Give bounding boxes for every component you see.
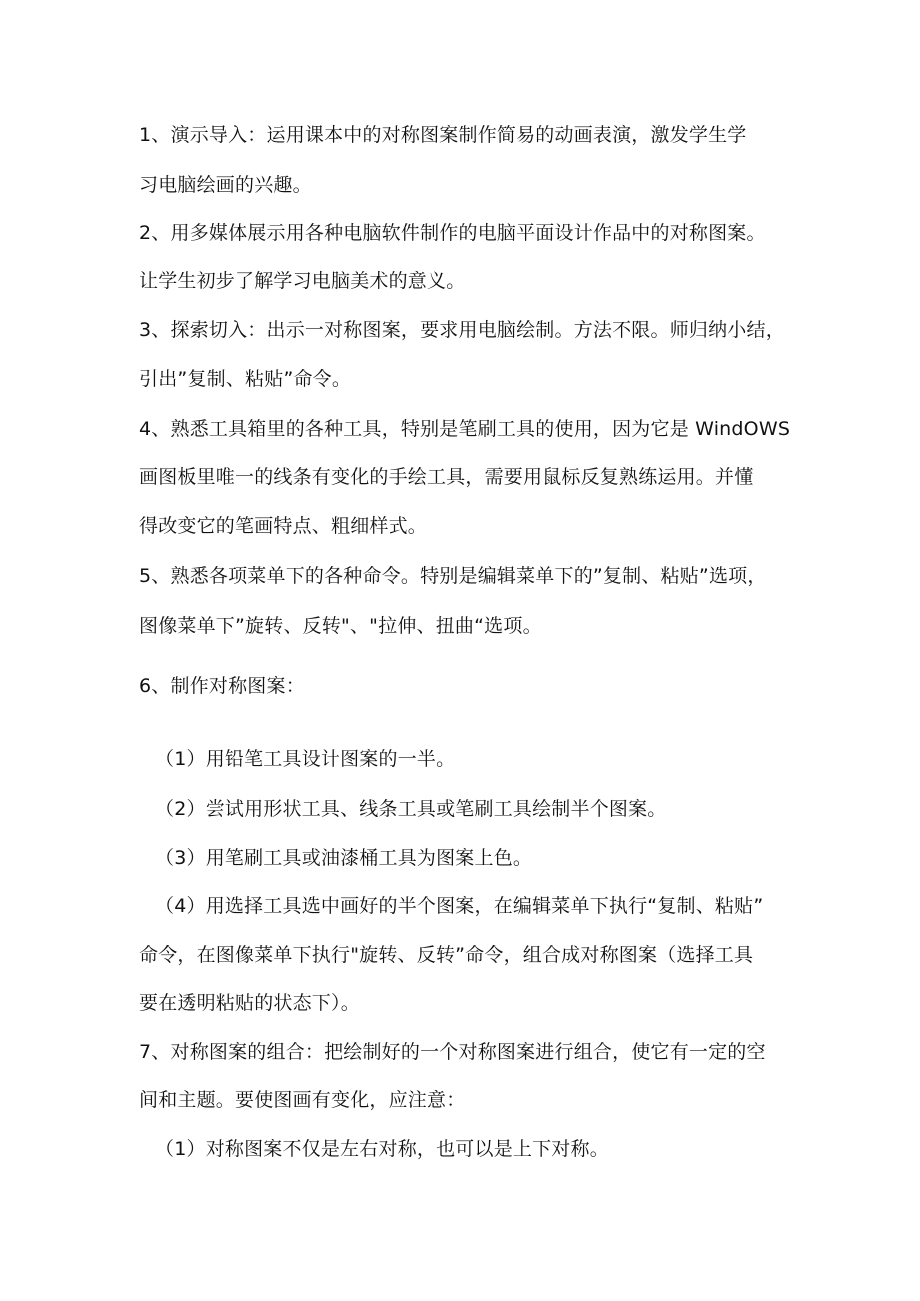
- text-line: 命令，在图像菜单下执行"旋转、反转”命令，组合成对称图案（选择工具: [139, 944, 754, 966]
- text-line: 要在透明粘贴的状态下）。: [139, 992, 360, 1014]
- text-line: 画图板里唯一的线条有变化的手绘工具，需要用鼠标反复熟练运用。并懂: [139, 466, 754, 488]
- text-line: 2、用多媒体展示用各种电脑软件制作的电脑平面设计作品中的对称图案。: [139, 222, 766, 244]
- text-line: 习电脑绘画的兴趣。: [139, 174, 312, 196]
- text-line: 引出”复制、粘贴”命令。: [139, 368, 352, 390]
- text-line: 7、对称图案的组合：把绘制好的一个对称图案进行组合，使它有一定的空: [139, 1041, 766, 1063]
- text-line: （3）用笔刷工具或油漆桶工具为图案上色。: [155, 847, 533, 869]
- text-line: （4）用选择工具选中画好的半个图案，在编辑菜单下执行“复制、粘贴”: [155, 895, 764, 917]
- text-line: 1、演示导入：运用课本中的对称图案制作简易的动画表演，激发学生学: [139, 124, 747, 146]
- text-line: 4、熟悉工具箱里的各种工具，特别是笔刷工具的使用，因为它是 WindOWS: [139, 418, 791, 440]
- text-line: 5、熟悉各项菜单下的各种命令。特别是编辑菜单下的”复制、粘贴”选项，: [139, 565, 767, 587]
- text-line: （1）用铅笔工具设计图案的一半。: [155, 748, 456, 770]
- text-line: （2）尝试用形状工具、线条工具或笔刷工具绘制半个图案。: [155, 798, 667, 820]
- text-line: 得改变它的笔画特点、粗细样式。: [139, 515, 428, 537]
- text-line: 让学生初步了解学习电脑美术的意义。: [139, 270, 466, 292]
- text-line: 3、探索切入：出示一对称图案，要求用电脑绘制。方法不限。师归纳小结，: [139, 319, 785, 341]
- text-line: 间和主题。要使图画有变化，应注意：: [139, 1089, 466, 1111]
- text-line: 图像菜单下”旋转、反转"、"拉伸、扭曲“选项。: [139, 615, 542, 637]
- text-line: （1）对称图案不仅是左右对称，也可以是上下对称。: [155, 1138, 609, 1160]
- text-line: 6、制作对称图案：: [139, 675, 305, 697]
